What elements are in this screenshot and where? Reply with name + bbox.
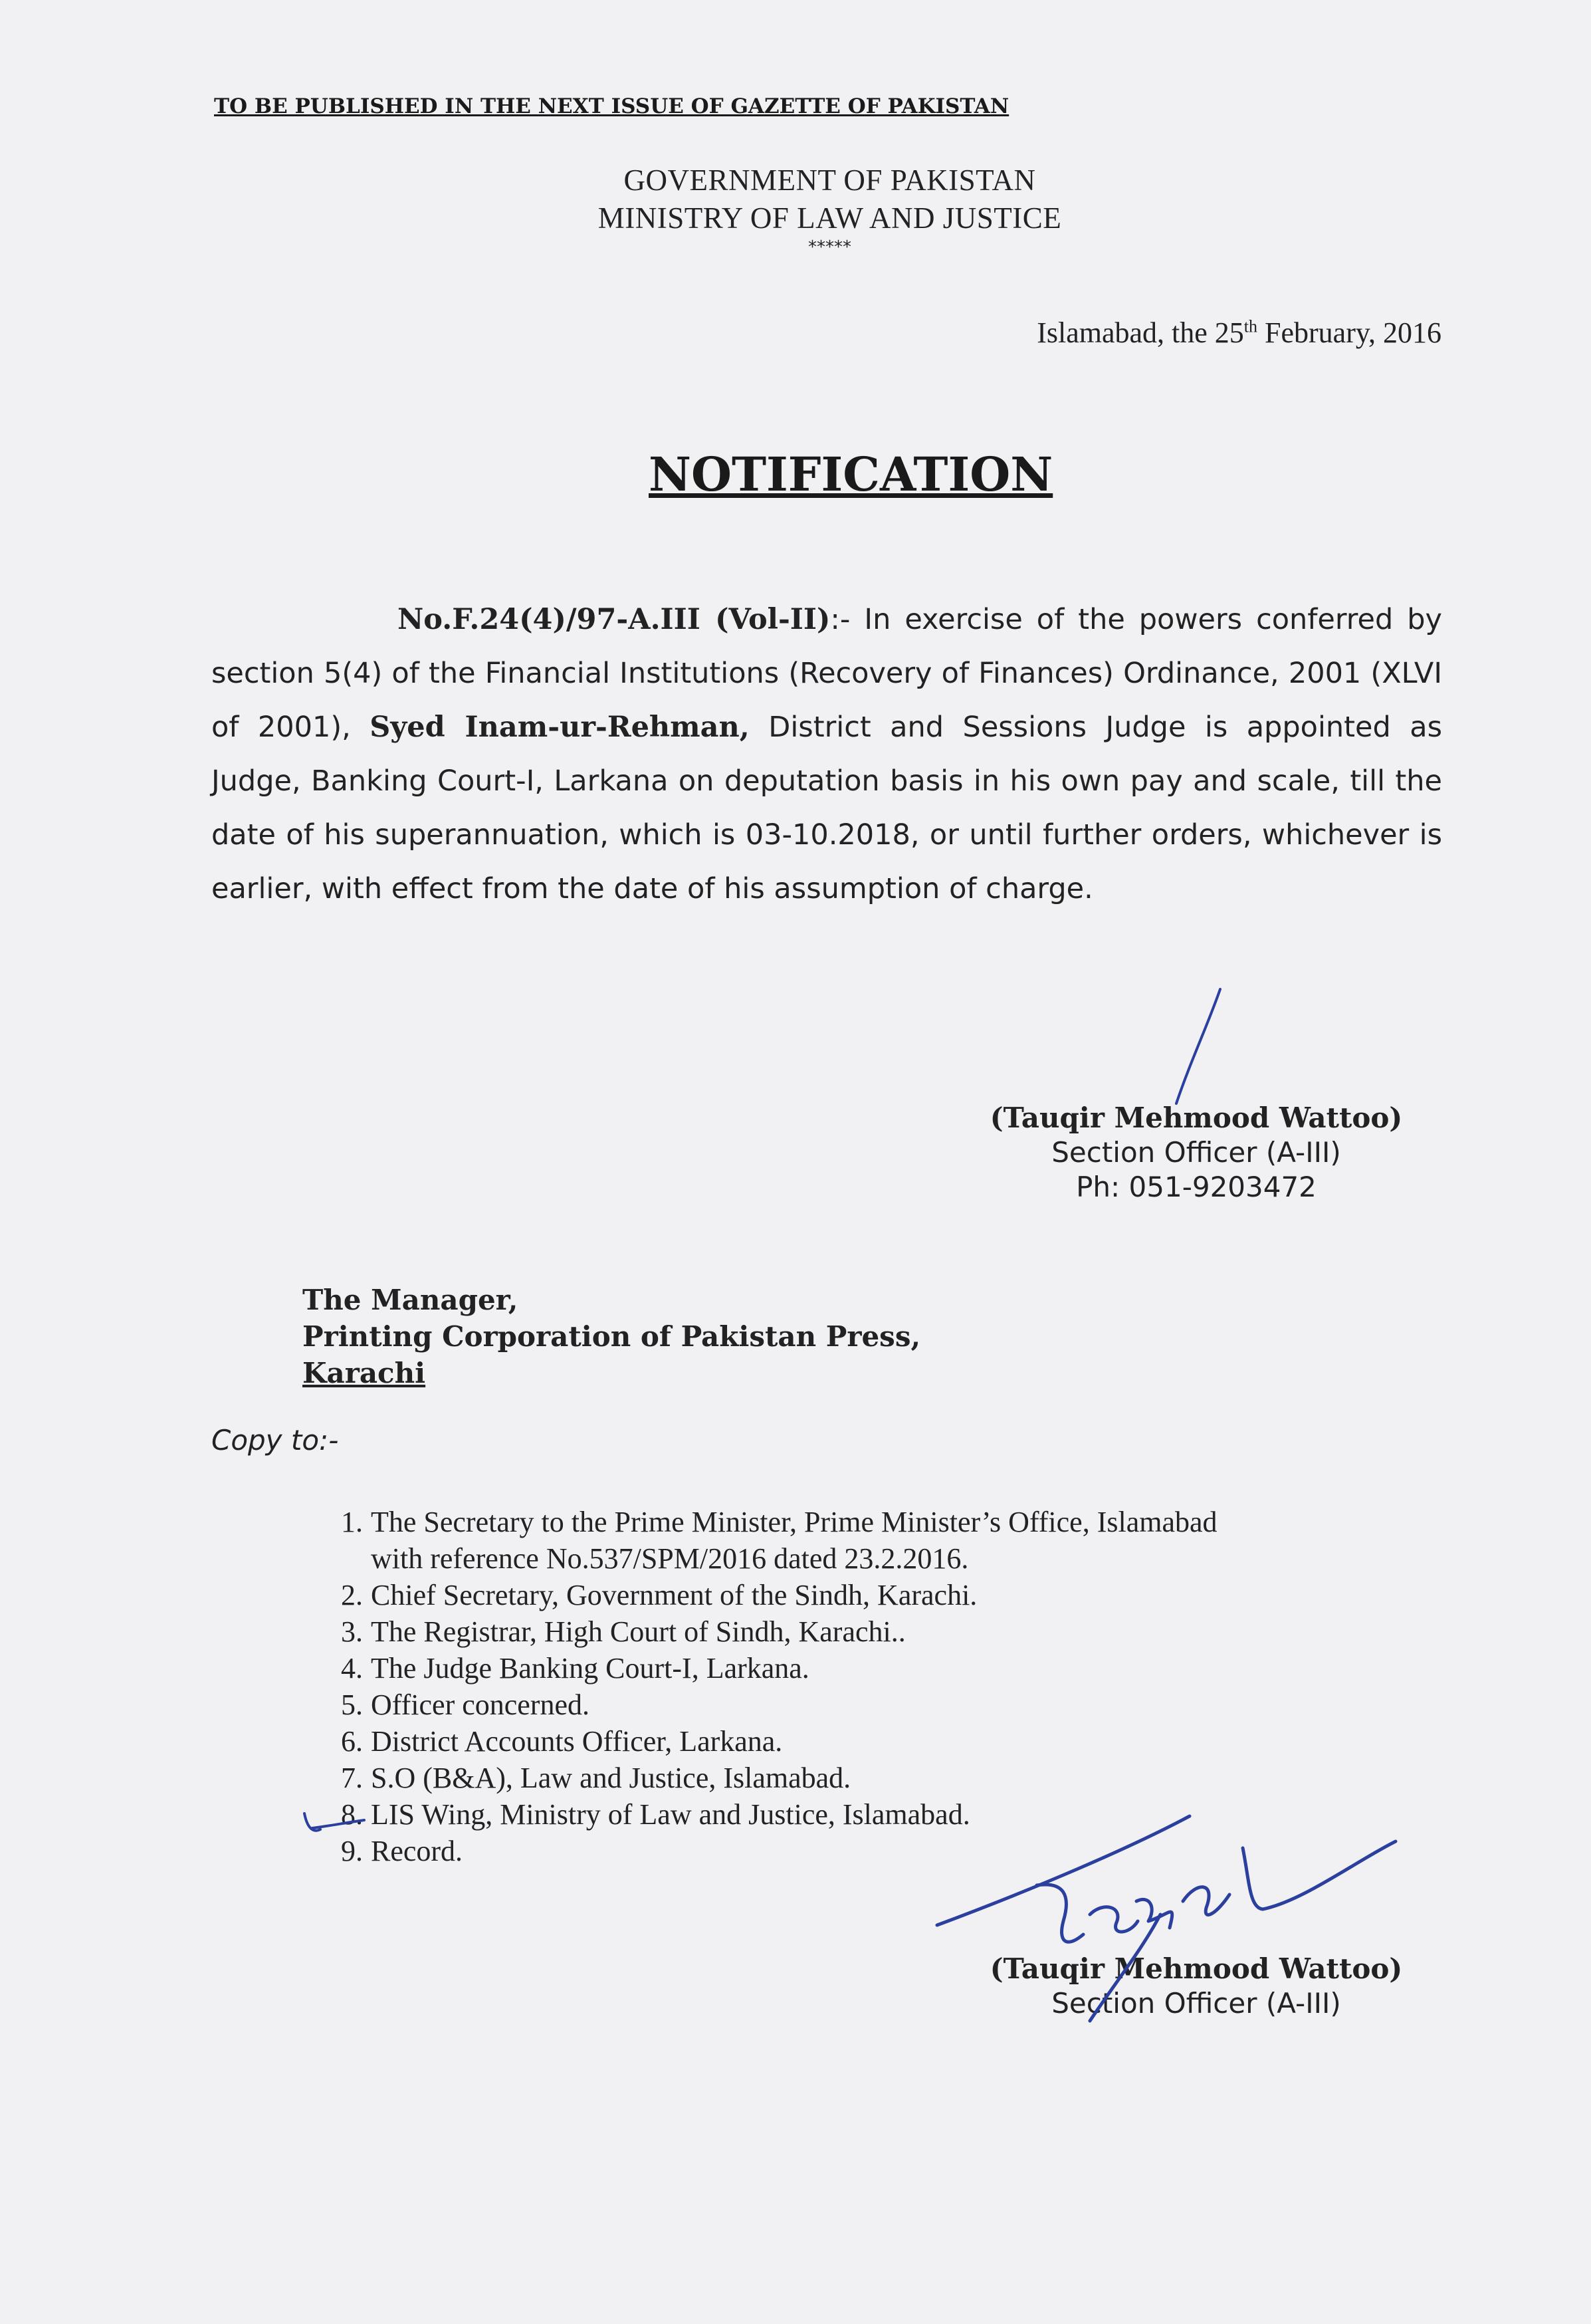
date-ordinal-suffix: th <box>1243 316 1258 336</box>
list-item: 6. District Accounts Officer, Larkana. <box>341 1725 783 1758</box>
addressee-line-3: Karachi <box>302 1357 426 1389</box>
notification-title: NOTIFICATION <box>649 447 1053 502</box>
signatory-designation-1: Section Officer (A-III) <box>1051 1136 1341 1169</box>
signatory-name-1: (Tauqir Mehmood Wattoo) <box>990 1102 1403 1134</box>
list-item: 1. The Secretary to the Prime Minister, Prime Minister’s Office, Islamabad with reference No.537/SPM/2016 dated 23.2.2016. <box>341 1506 1218 1575</box>
notification-reference-number: No.F.24(4)/97-A.III (Vol-II) <box>397 603 831 636</box>
initial-stroke-mark <box>1176 989 1220 1104</box>
list-item: 5. Officer concerned. <box>341 1688 589 1721</box>
list-item: 9. Record. <box>341 1835 463 1867</box>
signatory-designation-2: Section Officer (A-III) <box>1051 1987 1341 2020</box>
list-item: 4. The Judge Banking Court-I, Larkana. <box>341 1652 809 1685</box>
body-text-part-1: :- In exercise of the powers conferred by section 5(4) of the Financial Institutions (Recovery of Finances) Ordinance, 2001 (XLVI of 2001), <box>211 603 1443 744</box>
signatory-name-2: (Tauqir Mehmood Wattoo) <box>990 1952 1403 1985</box>
date-rest: February, 2016 <box>1257 316 1441 349</box>
body-text-part-2: District and Sessions Judge is appointed as Judge, Banking Court-I, Larkana on deputation basis in his own pay and scale, till the date of his superannuation, which is 03-10.2018, or until further orders, whichever is earlier, with effect from the date of his assumption of charge. <box>211 711 1442 905</box>
appointee-name: Syed Inam-ur-Rehman, <box>370 711 750 744</box>
list-item: 7. S.O (B&A), Law and Justice, Islamabad. <box>341 1762 851 1794</box>
date-prefix: Islamabad, the 25 <box>1037 316 1244 349</box>
ministry-heading: MINISTRY OF LAW AND JUSTICE <box>597 201 1062 235</box>
government-heading: GOVERNMENT OF PAKISTAN <box>623 164 1036 197</box>
list-item: 8. LIS Wing, Ministry of Law and Justice, Islamabad. <box>341 1798 970 1831</box>
addressee-line-2: Printing Corporation of Pakistan Press, <box>302 1320 921 1353</box>
copy-to-label: Copy to:- <box>211 1424 339 1456</box>
handwritten-signature <box>937 1816 1396 2021</box>
gazette-publication-header: TO BE PUBLISHED IN THE NEXT ISSUE OF GAZETTE OF PAKISTAN <box>214 94 1009 118</box>
separator-stars: ***** <box>808 237 851 257</box>
list-item: 2. Chief Secretary, Government of the Sindh, Karachi. <box>341 1579 978 1611</box>
list-item: 3. The Registrar, High Court of Sindh, Karachi.. <box>341 1615 906 1648</box>
addressee-line-1: The Manager, <box>302 1284 518 1316</box>
signatory-phone: Ph: 051-9203472 <box>1076 1171 1317 1203</box>
tick-mark-item-8 <box>304 1813 364 1831</box>
